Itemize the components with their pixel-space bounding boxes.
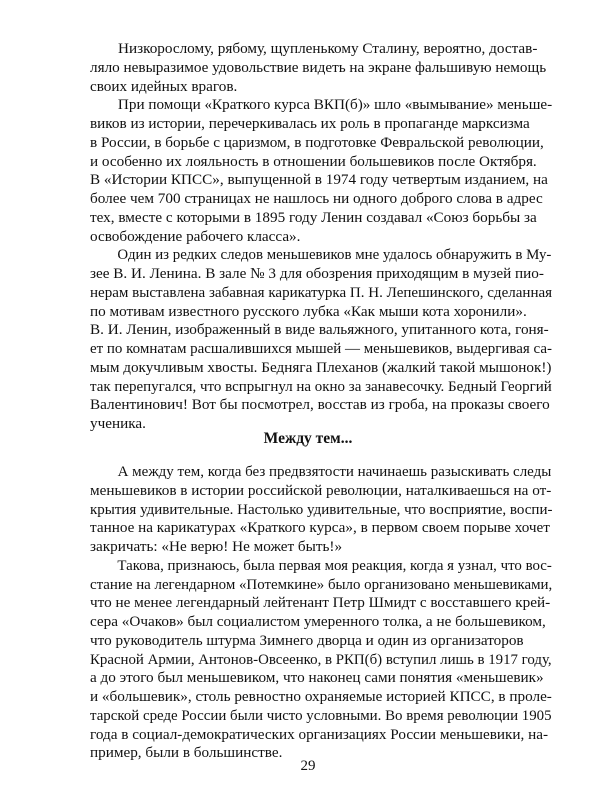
text-line: тарской среде России были чисто условными. Во время революции 1905 [90,706,552,724]
text-line: сера «Очаков» был социалистом умеренного толка, а не большевиком, [90,613,546,630]
text-line: Такова, признаюсь, была первая моя реакция, когда я узнал, что вос- [117,556,552,574]
text-line: А между тем, когда без предвзятости начинаешь разыскивать следы [117,463,552,480]
text-line: года в социал-демократических организациях России меньшевики, на- [90,725,549,743]
text-line: Красной Армии, Антонов-Овсеенко, в РКП(б) вступил лишь в 1917 году, [90,650,552,668]
text-line: в России, в борьбе с царизмом, в подготовке Февральской революции, [90,133,544,151]
text-line: нерам выставлена забавная карикатурка П. Н. Лепешинского, сделанная [90,283,553,301]
text-line: более чем 700 страницах не нашлось ни одного доброго слова в адрес [90,190,543,207]
text-line: Один из редких следов меньшевиков мне удалось обнаружить в Му- [117,246,552,264]
text-line: своих идейных врагов. [90,77,238,95]
text-line: ляло невыразимое удовольствие видеть на экране фальшивую немощь [90,58,547,76]
text-line: В «Истории КПСС», выпущенной в 1974 году четвертым изданием, на [90,171,548,189]
section-heading: Между тем... [263,430,353,447]
text-line: по мотивам известного русского лубка «Как мыши кота хоронили». [90,302,527,320]
text-block-top [90,40,552,434]
text-line: В. И. Ленин, изображенный в виде вальяжного, упитанного кота, гоня- [90,321,549,339]
text-line: меньшевиков в истории российской революции, наталкиваешься на от- [90,481,552,499]
text-line: зее В. И. Ленина. В зале № 3 для обозрения приходящим в музей пио- [90,265,544,282]
text-line: мым докучливым хвосты. Бедняга Плеханов (жалкий такой мышонок!) [90,358,552,376]
page-number: 29 [300,758,316,774]
text-line: что не менее легендарный лейтенант Петр Шмидт с восставшего крей- [90,594,551,612]
text-line: и особенно их лояльность в отношении большевиков после Октября. [90,152,537,170]
text-line: крытия удивительные. Настолько удивительные, что восприятие, воспи- [90,500,553,518]
text-line: Низкорослому, рябому, щупленькому Сталину, вероятно, достав- [118,40,538,57]
text-block-bottom [90,463,552,763]
text-line: что руководитель штурма Зимнего дворца и один из организаторов [90,631,524,649]
text-line: закричать: «Не верю! Не может быть!» [90,538,343,555]
text-line: При помощи «Краткого курса ВКП(б)» шло «вымывание» меньше- [117,96,553,114]
text-line: ет по комнатам расшалившихся мышей — меньшевиков, выдергивая са- [90,340,552,357]
text-line: танное на карикатурах «Краткого курса», в первом своем порыве хочет [90,519,550,537]
text-line: тех, вместе с которыми в 1895 году Ленин создавал «Союз борьбы за [90,208,537,226]
text-line: освобождение рабочего класса». [90,227,301,245]
text-line: и «большевик», столь ревностно охраняемые историей КПСС, в проле- [90,688,552,705]
text-line: виков из истории, перечеркивалась их роль в пропаганде марксизма [90,115,530,132]
text-line: так перепугался, что вспрыгнул на окно за занавесочку. Бедный Георгий [90,377,552,395]
text-line: ученика. [90,415,146,432]
text-line: Валентинович! Вот бы посмотрел, восстав из гроба, на проказы своего [90,396,550,414]
text-line: пример, были в большинстве. [90,744,283,762]
text-line: а до этого был меньшевиком, что наконец сами понятия «меньшевик» [90,669,544,687]
text-line: стание на легендарном «Потемкине» было организовано меньшевиками, [90,575,553,593]
